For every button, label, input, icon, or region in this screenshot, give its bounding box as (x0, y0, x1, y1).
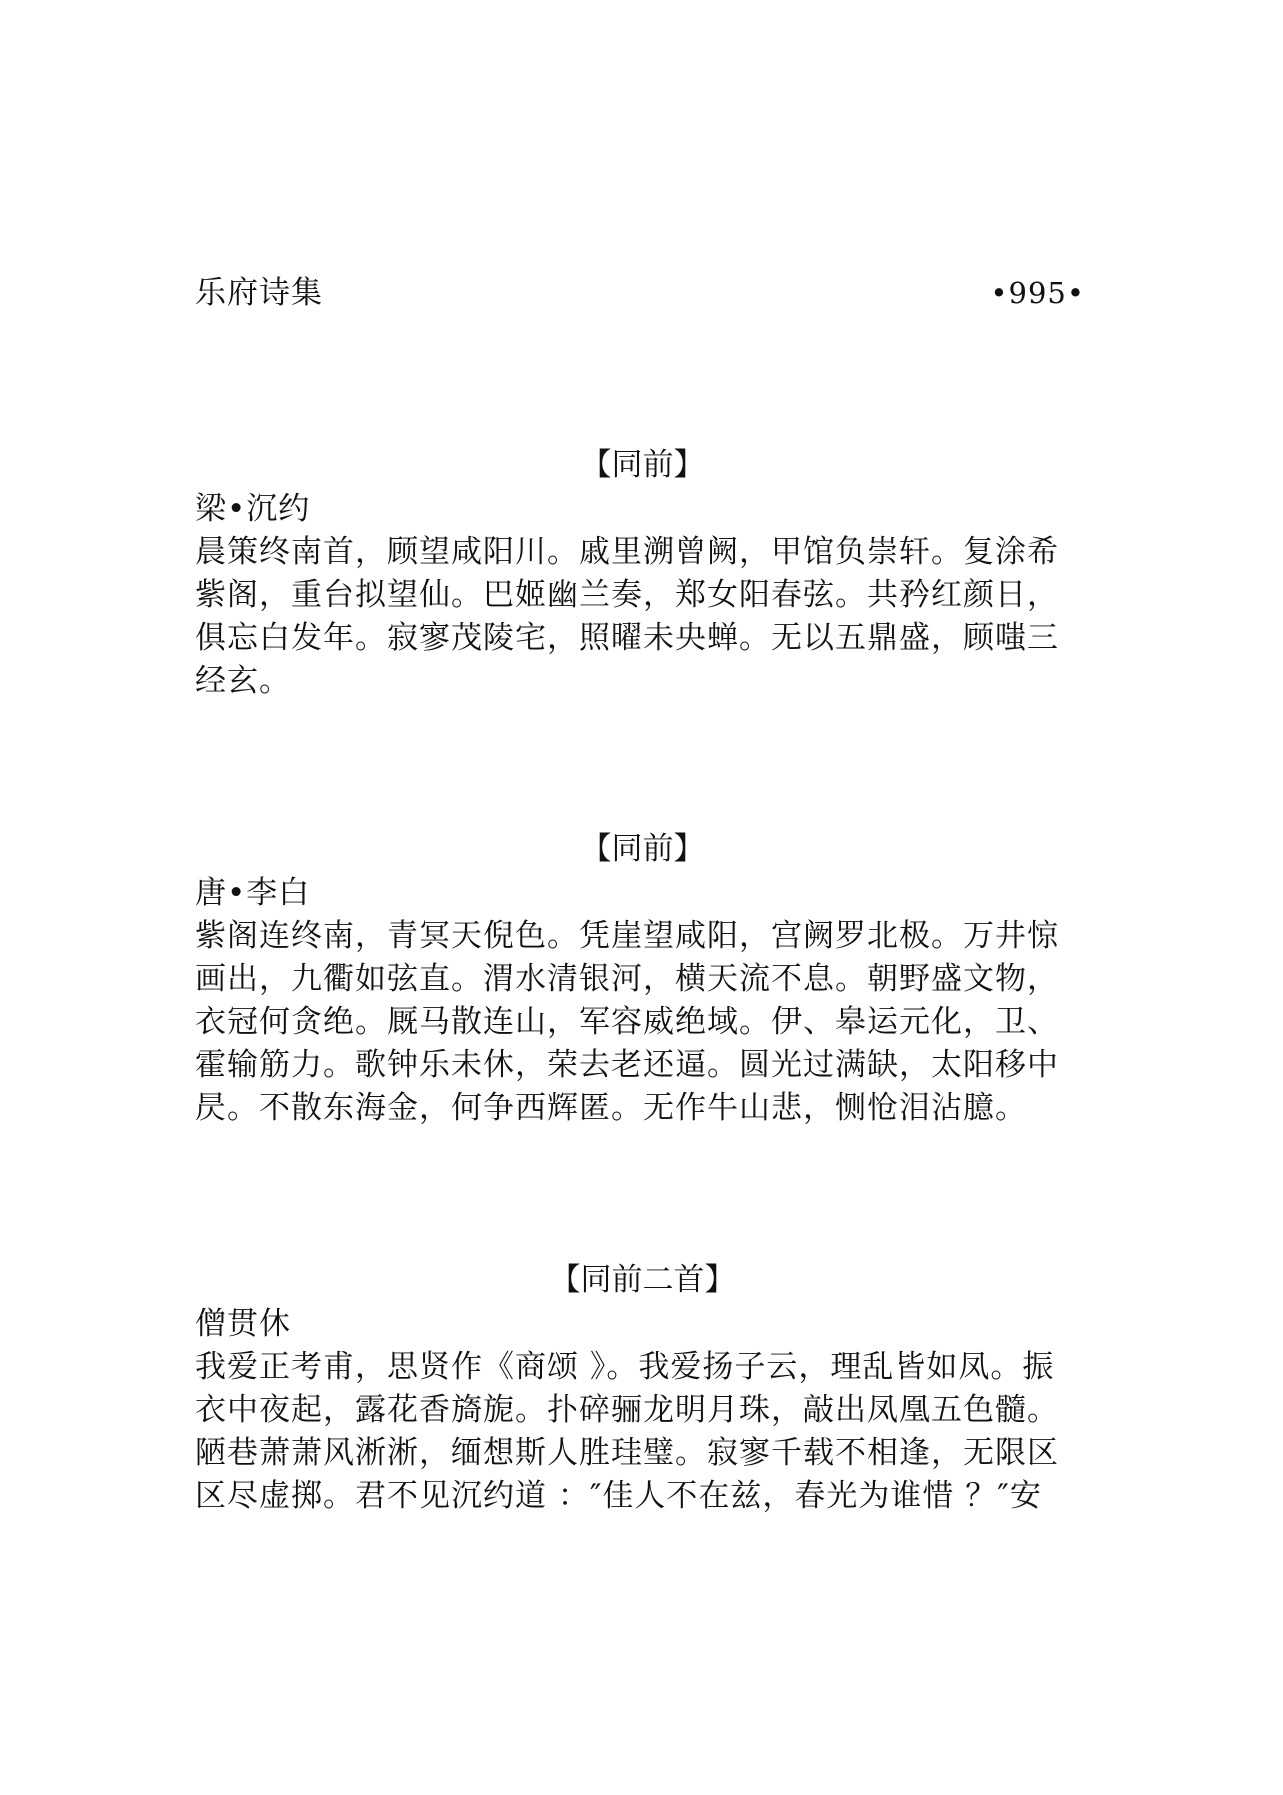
poem-line: 晨策终南首，顾望咸阳川。戚里溯曾阙，甲馆负崇轩。复涂希 (195, 534, 1059, 570)
poem-line: 陋巷萧萧风淅淅，缅想斯人胜珪璧。寂寥千载不相逢，无限区 (195, 1435, 1059, 1471)
poem-title: 【同前】 (580, 831, 705, 867)
poem-author: 唐•李白 (195, 875, 311, 911)
page-number: •995• (990, 276, 1085, 310)
poem-section-2 (195, 827, 1090, 1130)
poem-line: 画出，九衢如弦直。渭水清银河，横天流不息。朝野盛文物， (195, 961, 1059, 997)
poem-line: 俱忘白发年。寂寥茂陵宅，照曜未央蝉。无以五鼎盛，顾嗤三 (195, 620, 1059, 656)
poem-author: 梁•沉约 (195, 491, 311, 527)
poem-author: 僧贯休 (195, 1306, 291, 1342)
poem-line: 区尽虚掷。君不见沉约道 ：″佳人不在兹，春光为谁惜 ？″安 (195, 1478, 1042, 1514)
poem-line: 经玄。 (195, 663, 291, 699)
poem-title: 【同前】 (580, 447, 705, 483)
poem-line: 衣冠何贪绝。厩马散连山，军容威绝域。伊、皋运元化，卫、 (195, 1004, 1059, 1040)
page-header (195, 268, 1085, 318)
poem-title: 【同前二首】 (549, 1262, 736, 1298)
poem-line: 昃。不散东海金，何争西辉匿。无作牛山悲，恻怆泪沾臆。 (195, 1090, 1027, 1126)
poem-section-3 (195, 1258, 1090, 1518)
running-title: 乐府诗集 (195, 275, 323, 311)
poem-line: 衣中夜起，露花香旖旎。扑碎骊龙明月珠，敲出凤凰五色髓。 (195, 1392, 1059, 1428)
poem-line: 紫阁，重台拟望仙。巴姬幽兰奏，郑女阳春弦。共矜红颜日， (195, 577, 1059, 613)
poem-line: 霍输筋力。歌钟乐未休，荣去老还逼。圆光过满缺，太阳移中 (195, 1047, 1059, 1083)
poem-line: 紫阁连终南，青冥天倪色。凭崖望咸阳，宫阙罗北极。万井惊 (195, 918, 1059, 954)
poem-section-1 (195, 443, 1090, 703)
poem-line: 我爱正考甫，思贤作《商颂 》。我爱扬子云，理乱皆如凤。振 (195, 1349, 1055, 1385)
